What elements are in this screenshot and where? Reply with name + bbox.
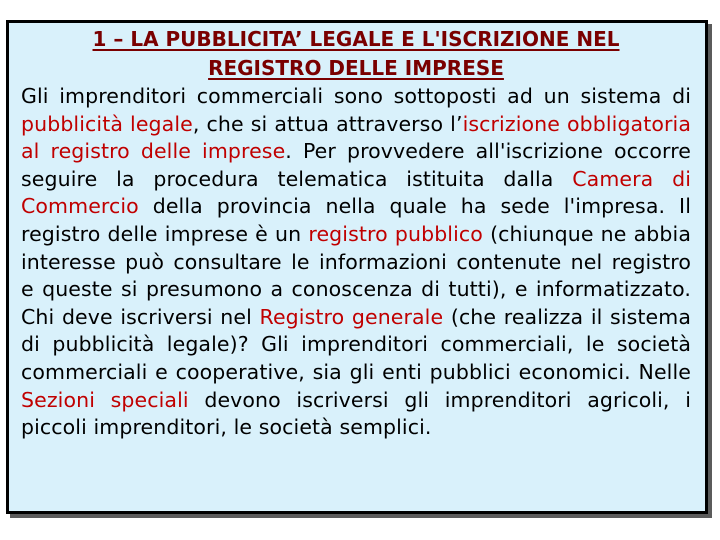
body-text: devono iscriversi gli imprenditori agricoli, i piccoli imprenditori, le società semplici. [21, 387, 691, 440]
body-text: (che realizza il sistema di pubblicità legale)? Gli imprenditori commerciali, le società commerciali e cooperative, sia gli enti pubblici economici. Nelle [21, 304, 691, 384]
body-text: , che si attua attraverso l’ [192, 111, 463, 136]
highlight-sezioni-speciali: Sezioni speciali [21, 387, 189, 412]
body-text: della provincia nella quale ha sede l'impresa. Il registro delle imprese è un [21, 194, 691, 246]
slide-title [21, 25, 691, 83]
body-paragraph [21, 83, 691, 442]
slide-title-line-2: REGISTRO DELLE IMPRESE [208, 56, 504, 80]
highlight-pubblicita-legale: pubblicità legale [21, 111, 193, 136]
slide-title-line-1: 1 – LA PUBBLICITA’ LEGALE E L'ISCRIZIONE NEL [92, 27, 620, 51]
body-text: (chiunque ne abbia interesse può consultare le informazioni contenute nel registro e queste si presumono a conoscenza di tutti), e informatizzato. Chi deve iscriversi nel [21, 221, 691, 329]
body-text: Gli imprenditori commerciali sono sottoposti ad un sistema di [21, 84, 691, 108]
body-text: . Per provvedere all'iscrizione occorre seguire la procedura telematica istituita dalla [21, 139, 691, 191]
highlight-iscrizione-obbligatoria: iscrizione obbligatoria al registro delle imprese [21, 111, 691, 164]
highlight-camera-di-commercio: Camera di Commercio [21, 166, 692, 219]
highlight-registro-pubblico: registro pubblico [308, 221, 483, 246]
highlight-registro-generale: Registro generale [259, 304, 444, 329]
text-panel [6, 20, 708, 514]
